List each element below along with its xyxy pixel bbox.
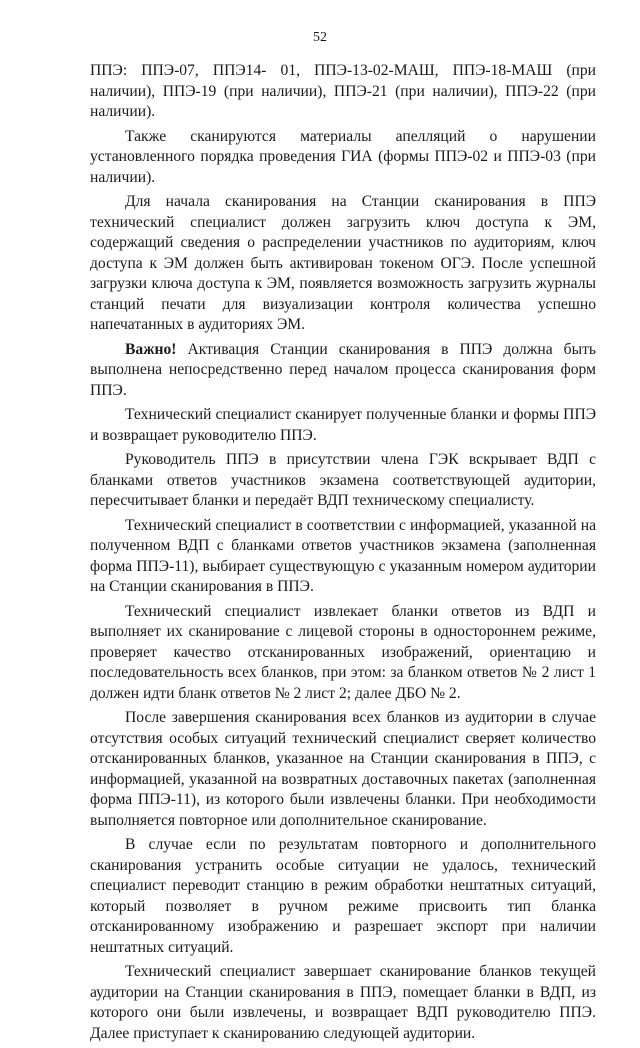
paragraph-important	[90, 340, 596, 402]
document-body	[90, 61, 596, 1048]
paragraph-scan-start: Для начала сканирования на Станции сканирования в ППЭ технический специалист должен загрузить ключ доступа к ЭМ, содержащий сведения о распределении участников по аудиториям, ключ доступа к ЭМ должен быть активирован токеном ОГЭ. После успешной загрузки ключа доступа к ЭМ, появляется возможность загрузить журналы станций печати для визуализации контроля количества успешно напечатанных в аудиториях ЭМ.	[90, 193, 596, 333]
paragraph-forms-scan: Технический специалист сканирует полученные бланки и формы ППЭ и возвращает руководителю ППЭ.	[90, 406, 596, 444]
page-number: 52	[313, 30, 327, 45]
important-text: Активация Станции сканирования в ППЭ должна быть выполнена непосредственно перед началом процесса сканирования форм ППЭ.	[90, 340, 596, 399]
paragraph-vdp-open: Руководитель ППЭ в присутствии члена ГЭК вскрывает ВДП с бланками ответов участников экзамена соответствующей аудитории, пересчитывает бланки и передаёт ВДП техническому специалисту.	[90, 451, 596, 509]
important-label: Важно!	[125, 340, 177, 358]
paragraph-special-situations: В случае если по результатам повторного и дополнительного сканирования устранить особые ситуации не удалось, технический специалист переводит станцию в режим обработки нештатных ситуаций, который позволяет в ручном режиме присвоить тип бланка отсканированному изображению и разрешает экспорт при наличии нештатных ситуаций.	[90, 836, 596, 956]
paragraph-verify-count: После завершения сканирования всех бланков из аудитории в случае отсутствия особых ситуаций технический специалист сверяет количество отсканированных бланков, указанное на Станции сканирования в ППЭ, с информацией, указанной на возвратных доставочных пакетах (заполненная форма ППЭ-11), из которого были извлечены бланки. При необходимости выполняется повторное или дополнительное сканирование.	[90, 709, 596, 829]
paragraph-scan-process: Технический специалист извлекает бланки ответов из ВДП и выполняет их сканирование с лицевой стороны в одностороннем режиме, проверяет качество отсканированных изображений, ориентацию и последовательность всех бланков, при этом: за бланком ответов № 2 лист 1 должен идти бланк ответов № 2 лист 2; далее ДБО № 2.	[90, 602, 596, 702]
paragraph-finish: Технический специалист завершает сканирование бланков текущей аудитории на Станции сканирования в ППЭ, помещает бланки в ВДП, из которого они были извлечены, и возвращает ВДП руководителю ППЭ. Далее приступает к сканированию следующей аудитории.	[90, 963, 596, 1042]
paragraph-select-room: Технический специалист в соответствии с информацией, указанной на полученном ВДП с бланками ответов участников экзамена (заполненная форма ППЭ-11), выбирает существующую с указанным номером аудитории на Станции сканирования в ППЭ.	[90, 516, 596, 595]
paragraph-appeals: Также сканируются материалы апелляций о нарушении установленного порядка проведения ГИА (формы ППЭ-02 и ППЭ-03 (при наличии).	[90, 127, 596, 186]
paragraph-continuation: ППЭ: ППЭ-07, ППЭ14- 01, ППЭ-13-02-МАШ, ППЭ-18-МАШ (при наличии), ППЭ-19 (при наличии), ППЭ-21 (при наличии), ППЭ-22 (при наличии).	[90, 62, 596, 120]
